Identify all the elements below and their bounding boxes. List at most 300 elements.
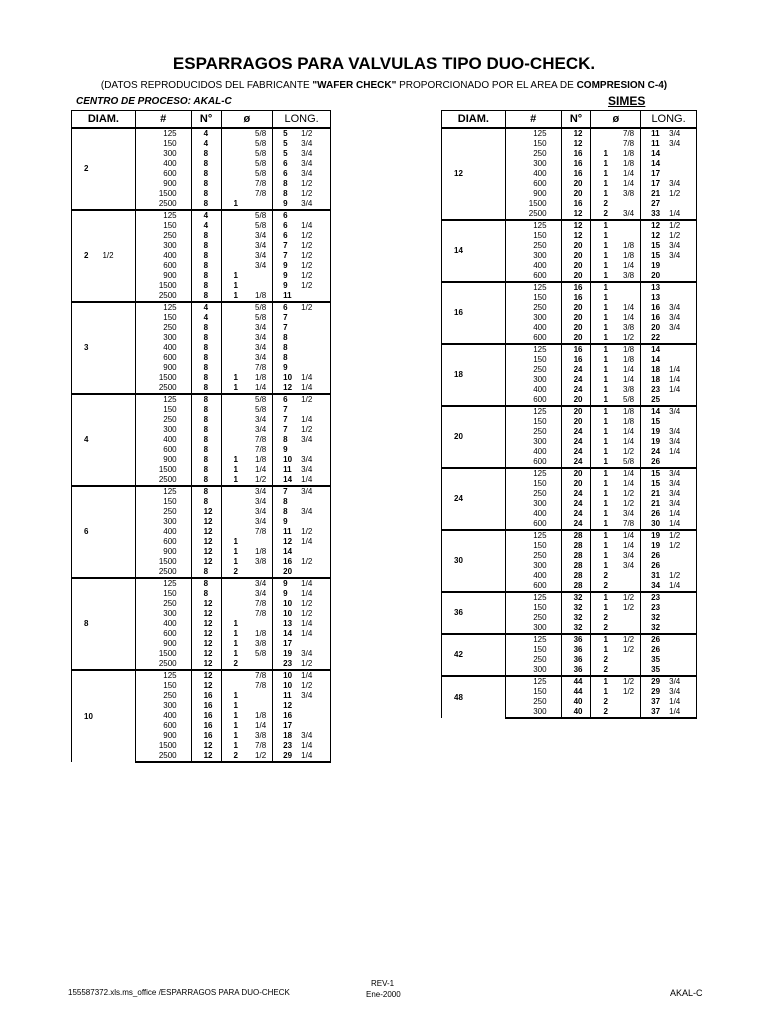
bolt-length-fraction: 3/4	[301, 139, 313, 148]
bolt-diameter-fraction: 3/4	[255, 507, 267, 516]
bolt-diameter-whole: 2	[603, 209, 608, 218]
bolt-diameter-fraction: 1/4	[623, 437, 635, 446]
bolt-diameter-cell	[221, 741, 273, 751]
bolt-diameter-whole: 2	[603, 571, 608, 580]
class-cell: 600	[505, 395, 561, 406]
bolt-diameter-cell	[221, 425, 273, 435]
bolt-length-cell	[641, 687, 697, 697]
class-cell: 125	[135, 578, 191, 589]
bolt-count-cell: 16	[561, 199, 591, 209]
bolt-count-cell: 20	[561, 241, 591, 251]
class-cell: 125	[505, 530, 561, 541]
bolt-length-whole: 9	[283, 281, 288, 290]
bolt-length-fraction: 1/4	[301, 671, 313, 680]
class-cell: 150	[505, 417, 561, 427]
bolt-count-cell: 28	[561, 561, 591, 571]
bolt-length-cell	[641, 282, 697, 293]
bolt-length-whole: 23	[651, 385, 661, 394]
bolt-diameter-fraction: 1/4	[623, 365, 635, 374]
bolt-diameter-fraction: 5/8	[255, 395, 267, 404]
bolt-length-cell	[641, 293, 697, 303]
bolt-count-cell: 20	[561, 406, 591, 417]
bolt-diameter-cell	[221, 139, 273, 149]
bolt-length-fraction: 1/2	[301, 271, 313, 280]
bolt-count-cell: 16	[191, 721, 221, 731]
bolt-diameter-fraction: 1/8	[623, 149, 635, 158]
bolt-length-whole: 12	[283, 701, 293, 710]
bolt-length-whole: 35	[651, 655, 661, 664]
class-cell: 900	[135, 639, 191, 649]
bolt-diameter-fraction: 1/4	[623, 541, 635, 550]
bolt-length-cell	[641, 159, 697, 169]
bolt-length-fraction: 1/2	[301, 609, 313, 618]
bolt-count-cell: 8	[191, 179, 221, 189]
class-cell: 250	[505, 489, 561, 499]
bolt-diameter-whole: 2	[233, 567, 238, 576]
bolt-diameter-cell	[591, 519, 641, 530]
bolt-length-whole: 10	[283, 671, 293, 680]
bolt-count-cell: 8	[191, 425, 221, 435]
bolt-count-cell: 24	[561, 447, 591, 457]
bolt-diameter-fraction: 3/8	[623, 323, 635, 332]
bolt-length-whole: 7	[283, 251, 288, 260]
bolt-diameter-whole: 1	[603, 283, 608, 292]
bolt-length-cell	[273, 435, 331, 445]
bolt-diameter-fraction: 3/4	[255, 517, 267, 526]
class-cell: 125	[505, 282, 561, 293]
bolt-length-fraction: 1/2	[301, 189, 313, 198]
bolt-diameter-cell	[591, 395, 641, 406]
bolt-length-fraction: 1/4	[301, 475, 313, 484]
bolt-diameter-whole: 1	[603, 221, 608, 230]
diameter-cell	[442, 344, 506, 406]
bolt-length-cell	[641, 128, 697, 139]
bolt-count-cell: 12	[561, 128, 591, 139]
bolt-length-fraction: 3/4	[301, 169, 313, 178]
bolt-length-fraction: 1/4	[669, 519, 681, 528]
bolt-length-cell	[273, 691, 331, 701]
class-cell: 900	[505, 189, 561, 199]
bolt-length-whole: 9	[283, 261, 288, 270]
bolt-length-fraction: 3/4	[669, 241, 681, 250]
bolt-length-cell	[273, 139, 331, 149]
bolt-length-whole: 11	[283, 527, 292, 536]
class-cell: 600	[505, 333, 561, 344]
bolt-diameter-cell	[221, 639, 273, 649]
bolt-count-cell: 8	[191, 373, 221, 383]
bolt-count-cell: 36	[561, 665, 591, 676]
bolt-diameter-fraction: 3/4	[255, 231, 267, 240]
bolt-length-fraction: 1/2	[301, 659, 313, 668]
bolt-length-cell	[273, 169, 331, 179]
bolt-length-fraction: 3/4	[669, 479, 681, 488]
bolt-diameter-fraction: 7/8	[255, 609, 267, 618]
bolt-diameter-whole: 2	[603, 665, 608, 674]
bolt-length-whole: 17	[283, 721, 293, 730]
bolt-count-cell: 8	[191, 261, 221, 271]
bolt-diameter-cell	[221, 497, 273, 507]
bolt-diameter-fraction: 1/2	[623, 489, 635, 498]
diameter-cell	[442, 220, 506, 282]
bolt-diameter-whole: 2	[603, 623, 608, 632]
bolt-diameter-cell	[591, 293, 641, 303]
bolt-count-cell: 8	[191, 405, 221, 415]
diameter-cell	[442, 530, 506, 592]
bolt-diameter-whole: 1	[603, 561, 608, 570]
bolt-count-cell: 32	[561, 613, 591, 623]
class-cell: 250	[135, 231, 191, 241]
class-cell: 400	[135, 435, 191, 445]
bolt-diameter-cell	[591, 541, 641, 551]
bolt-diameter-cell	[221, 189, 273, 199]
bolt-diameter-cell	[221, 691, 273, 701]
bolt-diameter-cell	[221, 221, 273, 231]
bolt-diameter-fraction: 1/8	[255, 629, 267, 638]
bolt-count-cell: 8	[191, 189, 221, 199]
class-cell: 400	[135, 159, 191, 169]
bolt-diameter-fraction: 3/8	[623, 189, 635, 198]
diameter-cell	[72, 578, 136, 670]
bolt-length-fraction: 1/4	[669, 581, 681, 590]
bolt-diameter-cell	[591, 437, 641, 447]
bolt-diameter-whole: 1	[603, 407, 608, 416]
bolt-diameter-whole: 1	[233, 199, 238, 208]
bolt-diameter-cell	[591, 655, 641, 665]
bolt-count-cell: 12	[191, 557, 221, 567]
class-cell: 150	[505, 645, 561, 655]
process-center-label: CENTRO DE PROCESO: AKAL-C	[76, 96, 232, 107]
bolt-length-cell	[641, 355, 697, 365]
bolt-length-whole: 26	[651, 635, 661, 644]
bolt-diameter-cell	[591, 355, 641, 365]
bolt-diameter-fraction: 1/4	[623, 469, 635, 478]
bolt-diameter-fraction: 1/8	[255, 373, 267, 382]
class-cell: 2500	[135, 475, 191, 486]
class-cell: 125	[135, 210, 191, 221]
bolt-length-fraction: 1/4	[669, 707, 681, 716]
bolt-diameter-whole: 1	[603, 469, 608, 478]
bolt-count-cell: 8	[191, 435, 221, 445]
bolt-length-cell	[641, 509, 697, 519]
class-cell: 125	[135, 394, 191, 405]
bolt-diameter-fraction: 3/4	[255, 241, 267, 250]
class-cell: 300	[505, 251, 561, 261]
bolt-diameter-whole: 1	[603, 457, 608, 466]
bolt-length-cell	[273, 527, 331, 537]
class-cell: 125	[505, 468, 561, 479]
bolt-diameter-fraction: 1/2	[623, 645, 635, 654]
bolt-length-whole: 19	[651, 531, 661, 540]
class-cell: 250	[135, 323, 191, 333]
bolt-length-cell	[273, 323, 331, 333]
bolt-diameter-fraction: 1/2	[623, 635, 635, 644]
bolt-diameter-cell	[221, 169, 273, 179]
bolt-diameter-cell	[591, 707, 641, 718]
class-cell: 150	[505, 293, 561, 303]
bolt-length-whole: 6	[283, 303, 288, 312]
bolt-diameter-fraction: 7/8	[255, 527, 267, 536]
bolt-count-cell: 36	[561, 655, 591, 665]
bolt-length-cell	[273, 159, 331, 169]
class-cell: 250	[135, 691, 191, 701]
bolt-diameter-fraction: 3/4	[255, 497, 267, 506]
class-cell: 400	[505, 323, 561, 333]
bolt-length-whole: 33	[651, 209, 661, 218]
bolt-diameter-fraction: 1/2	[623, 333, 635, 342]
class-cell: 250	[135, 507, 191, 517]
bolt-diameter-cell	[221, 557, 273, 567]
bolt-length-cell	[641, 447, 697, 457]
bolt-length-cell	[641, 561, 697, 571]
class-cell: 900	[135, 179, 191, 189]
bolt-length-whole: 12	[283, 383, 293, 392]
bolt-count-cell: 12	[191, 537, 221, 547]
bolt-count-cell: 12	[191, 629, 221, 639]
bolt-diameter-cell	[591, 231, 641, 241]
bolt-count-cell: 12	[191, 649, 221, 659]
bolt-diameter-cell	[221, 649, 273, 659]
bolt-count-cell: 28	[561, 530, 591, 541]
bolt-count-cell: 16	[561, 159, 591, 169]
bolt-diameter-cell	[221, 291, 273, 302]
bolt-length-whole: 11	[283, 291, 292, 300]
bolt-diameter-cell	[221, 313, 273, 323]
bolt-length-cell	[641, 261, 697, 271]
bolt-length-fraction: 1/2	[669, 531, 681, 540]
bolt-length-whole: 8	[283, 179, 288, 188]
class-cell: 300	[135, 701, 191, 711]
bolt-diameter-cell	[221, 149, 273, 159]
bolt-length-cell	[641, 220, 697, 231]
diameter-cell	[72, 394, 136, 486]
bolt-length-fraction: 1/4	[669, 697, 681, 706]
bolt-count-cell: 8	[191, 465, 221, 475]
class-cell: 125	[135, 128, 191, 139]
footer-plant: AKAL-C	[670, 988, 703, 998]
bolt-length-cell	[273, 537, 331, 547]
bolt-diameter-fraction: 1/8	[623, 417, 635, 426]
class-cell: 125	[505, 406, 561, 417]
class-cell: 300	[135, 425, 191, 435]
bolt-length-whole: 25	[651, 395, 661, 404]
bolt-diameter-cell	[221, 475, 273, 486]
bolt-count-cell: 12	[561, 139, 591, 149]
bolt-diameter-fraction: 1/4	[623, 303, 635, 312]
bolt-diameter-cell	[221, 681, 273, 691]
bolt-length-whole: 18	[283, 731, 293, 740]
bolt-length-cell	[641, 634, 697, 645]
header-phi: ø	[591, 111, 641, 129]
bolt-length-whole: 30	[651, 519, 661, 528]
class-cell: 2500	[505, 209, 561, 220]
bolt-length-whole: 29	[283, 751, 293, 760]
bolt-length-whole: 29	[651, 687, 661, 696]
header-number: #	[505, 111, 561, 129]
class-cell: 300	[135, 149, 191, 159]
diameter-value: 14	[454, 246, 463, 255]
bolt-count-cell: 20	[561, 179, 591, 189]
bolt-diameter-whole: 1	[603, 531, 608, 540]
bolt-diameter-cell	[221, 343, 273, 353]
bolt-length-whole: 26	[651, 561, 661, 570]
bolt-diameter-whole: 1	[603, 345, 608, 354]
bolt-count-cell: 28	[561, 571, 591, 581]
bolt-length-whole: 21	[651, 489, 661, 498]
bolt-count-cell: 12	[191, 507, 221, 517]
bolt-diameter-whole: 1	[603, 395, 608, 404]
bolt-diameter-fraction: 3/4	[255, 487, 267, 496]
bolt-length-whole: 14	[651, 355, 661, 364]
bolt-diameter-whole: 2	[603, 199, 608, 208]
bolt-count-cell: 20	[561, 395, 591, 406]
bolt-length-fraction: 3/4	[301, 691, 313, 700]
bolt-diameter-whole: 1	[603, 417, 608, 426]
bolt-length-whole: 27	[651, 199, 661, 208]
bolt-diameter-fraction: 3/8	[255, 639, 267, 648]
bolt-diameter-whole: 1	[233, 741, 238, 750]
bolt-length-cell	[273, 241, 331, 251]
diameter-value: 18	[454, 370, 463, 379]
bolt-length-whole: 20	[651, 323, 661, 332]
bolt-length-fraction: 1/2	[301, 303, 313, 312]
left-table-body	[72, 128, 331, 762]
header-n: N°	[191, 111, 221, 129]
bolt-length-whole: 9	[283, 271, 288, 280]
bolt-diameter-fraction: 1/4	[255, 383, 267, 392]
bolt-length-fraction: 1/2	[301, 261, 313, 270]
bolt-length-cell	[641, 603, 697, 613]
bolt-diameter-fraction: 1/2	[255, 751, 267, 760]
diameter-cell	[442, 468, 506, 530]
bolt-diameter-cell	[591, 613, 641, 623]
class-cell: 2500	[135, 291, 191, 302]
bolt-diameter-whole: 1	[603, 385, 608, 394]
bolt-diameter-fraction: 1/8	[255, 711, 267, 720]
diameter-cell	[442, 592, 506, 634]
bolt-count-cell: 12	[191, 670, 221, 681]
bolt-diameter-cell	[221, 210, 273, 221]
bolt-diameter-whole: 1	[603, 677, 608, 686]
bolt-length-cell	[273, 589, 331, 599]
bolt-diameter-fraction: 1/4	[623, 479, 635, 488]
bolt-diameter-cell	[221, 659, 273, 670]
bolt-diameter-whole: 1	[603, 447, 608, 456]
class-cell: 125	[505, 220, 561, 231]
bolt-length-cell	[273, 475, 331, 486]
bolt-diameter-whole: 1	[603, 231, 608, 240]
table-row	[72, 128, 331, 139]
bolt-diameter-cell	[221, 527, 273, 537]
diameter-cell	[442, 406, 506, 468]
bolt-length-fraction: 3/4	[301, 435, 313, 444]
class-cell: 150	[135, 313, 191, 323]
bolt-diameter-fraction: 5/8	[255, 169, 267, 178]
bolt-count-cell: 24	[561, 437, 591, 447]
bolt-diameter-fraction: 3/4	[255, 251, 267, 260]
bolt-diameter-whole: 1	[233, 711, 238, 720]
bolt-diameter-cell	[591, 551, 641, 561]
bolt-count-cell: 12	[191, 681, 221, 691]
bolt-diameter-whole: 1	[603, 333, 608, 342]
bolt-diameter-fraction: 1/8	[255, 291, 267, 300]
bolt-count-cell: 8	[191, 271, 221, 281]
bolt-diameter-fraction: 1/8	[255, 547, 267, 556]
class-cell: 1500	[135, 465, 191, 475]
bolt-length-whole: 19	[651, 427, 661, 436]
bolt-diameter-fraction: 5/8	[255, 303, 267, 312]
bolt-diameter-fraction: 1/2	[623, 447, 635, 456]
bolt-length-whole: 12	[283, 537, 293, 546]
class-cell: 600	[505, 271, 561, 282]
bolt-length-whole: 29	[651, 677, 661, 686]
bolt-length-cell	[273, 373, 331, 383]
bolt-diameter-cell	[591, 149, 641, 159]
bolt-diameter-whole: 1	[603, 593, 608, 602]
bolt-length-cell	[641, 613, 697, 623]
bolt-length-whole: 16	[651, 313, 661, 322]
bolt-length-fraction: 1/4	[301, 383, 313, 392]
class-cell: 300	[505, 313, 561, 323]
bolt-length-cell	[273, 711, 331, 721]
bolt-diameter-fraction: 1/8	[623, 241, 635, 250]
bolt-length-whole: 21	[651, 189, 661, 198]
class-cell: 900	[135, 363, 191, 373]
bolt-length-whole: 8	[283, 343, 288, 352]
bolt-count-cell: 36	[561, 634, 591, 645]
bolt-diameter-cell	[591, 344, 641, 355]
bolt-diameter-cell	[591, 323, 641, 333]
bolt-length-cell	[273, 609, 331, 619]
bolt-length-cell	[273, 179, 331, 189]
bolt-diameter-fraction: 7/8	[255, 435, 267, 444]
bolt-diameter-fraction: 1/8	[255, 455, 267, 464]
bolt-length-fraction: 3/4	[669, 469, 681, 478]
bolt-diameter-fraction: 7/8	[623, 139, 635, 148]
bolt-length-whole: 15	[651, 251, 661, 260]
bolt-count-cell: 12	[191, 609, 221, 619]
bolt-diameter-cell	[221, 363, 273, 373]
bolt-count-cell: 8	[191, 231, 221, 241]
bolt-length-whole: 9	[283, 363, 288, 372]
bolt-diameter-cell	[591, 687, 641, 697]
bolt-diameter-whole: 1	[233, 721, 238, 730]
class-cell: 300	[505, 437, 561, 447]
bolt-diameter-whole: 1	[603, 519, 608, 528]
bolt-diameter-cell	[591, 581, 641, 592]
bolt-diameter-whole: 1	[603, 179, 608, 188]
bolt-diameter-fraction: 1/4	[255, 721, 267, 730]
bolt-count-cell: 8	[191, 353, 221, 363]
bolt-diameter-fraction: 3/4	[255, 323, 267, 332]
bolt-length-fraction: 1/4	[301, 751, 313, 760]
bolt-length-cell	[641, 551, 697, 561]
right-table	[441, 110, 697, 719]
bolt-diameter-fraction: 3/4	[623, 551, 635, 560]
bolt-length-cell	[273, 681, 331, 691]
left-table	[71, 110, 331, 763]
bolt-diameter-cell	[591, 634, 641, 645]
bolt-length-fraction: 3/4	[301, 159, 313, 168]
bolt-length-whole: 15	[651, 241, 661, 250]
bolt-count-cell: 16	[191, 731, 221, 741]
bolt-length-whole: 8	[283, 435, 288, 444]
bolt-length-whole: 8	[283, 497, 288, 506]
bolt-length-fraction: 3/4	[301, 507, 313, 516]
bolt-length-cell	[273, 578, 331, 589]
bolt-count-cell: 4	[191, 313, 221, 323]
bolt-length-cell	[273, 465, 331, 475]
bolt-diameter-cell	[221, 711, 273, 721]
